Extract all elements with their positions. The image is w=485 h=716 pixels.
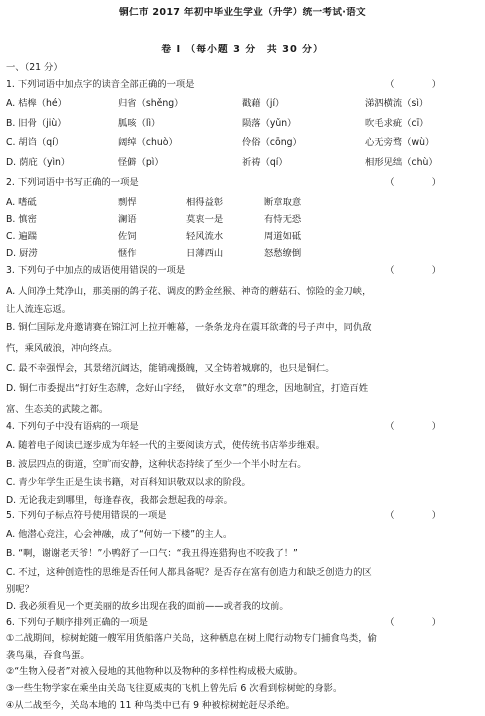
question-1-stem: 1. 下列词语中加点字的读音全部正确的一项是 （ ） (6, 79, 441, 90)
question-5-option-c: C. 不过，这种创造性的思维是否任何人都具备呢？是否存在富有创造力和缺乏创造力的区 (6, 567, 372, 578)
question-4-option-d: D. 无论我走到哪里，每逢春夜，我都会想起我的母亲。 (6, 495, 233, 506)
question-4-stem: 4. 下列句子中没有语病的一项是 （ ） (6, 421, 441, 432)
question-6-sentence: ③一些生物学家在乘坐由关岛飞往夏威夷的飞机上曾先后 6 次看到棕树蛇的身影。 (6, 683, 343, 694)
question-3-line: C. 最不幸强悍会，其景绪沉阔达，能销魂摄魄，又全铸着城廓的，也只是铜仁。 (6, 363, 335, 374)
question-2-option-a: A. 嗜砥 剽悍 相得益彰 断章取意 (6, 197, 302, 208)
question-4-option-c: C. 青少年学生正是生读书籍，对百科知识敬双以求的阶段。 (6, 477, 251, 488)
question-5-option-c-cont: 别呢？ (6, 584, 34, 595)
exam-title: 铜仁市 2017 年初中毕业生学业（升学）统一考试·语文 (119, 7, 366, 18)
question-3-line: A. 人间净土梵净山，那美丽的鸽子花、调皮的黔金丝猴、神奇的蘑菇石、惊险的金刀峡， (6, 286, 372, 297)
question-2-stem: 2. 下列词语中书写正确的一项是 （ ） (6, 177, 441, 188)
question-3-stem: 3. 下列句子中加点的成语使用错误的一项是 （ ） (6, 265, 441, 276)
question-3-line: D. 铜仁市委提出“打好生态牌，念好山字经， 做好水文章”的理念，因地制宜，打造百姓 (6, 383, 369, 394)
answer-bracket: （ ） (385, 510, 441, 521)
question-6-sentence: ①二战期间，棕树蛇随一艘军用货船落户关岛，这种栖息在树上爬行动物专门捕食鸟类，偷 (6, 633, 377, 644)
question-3-line: B. 铜仁国际龙舟邀请赛在锦江河上拉开帷幕，一条条龙舟在震耳欲聋的号子声中，同仇敌 (6, 322, 372, 333)
question-6-stem: 6. 下列句子顺序排列正确的一项是 （ ） (6, 617, 441, 628)
question-5-option-a: A. 他潜心竞注，心会神融，成了“何妨一下楼”的主人。 (6, 529, 233, 540)
section-heading: 卷 I （每小题 3 分 共 30 分） (161, 44, 324, 55)
question-2-option-d: D. 厨涝 惬作 日薄西山 怒愁缭倒 (6, 248, 302, 259)
question-3-line: 忾，乘风破浪，冲向终点。 (6, 343, 118, 354)
question-5-option-d: D. 我必须看见一个更美丽的故乡出现在我的面前——或者我的坟前。 (6, 601, 289, 612)
question-1-option-d: D. 荫庇（yìn） 怪僻（pì） 祈祷（qí） 相形见绌（chù） (6, 157, 438, 168)
answer-bracket: （ ） (385, 421, 441, 432)
question-2-option-c: C. 遍踹 佐饲 轻风流水 周道如砥 (6, 231, 302, 242)
question-4-option-a: A. 随着电子阅读已逐步成为年轻一代的主要阅读方式，使传统书店举步维艰。 (6, 440, 325, 451)
answer-bracket: （ ） (385, 265, 441, 276)
question-3-line: 让人流连忘返。 (6, 304, 72, 315)
question-5-stem: 5. 下列句子标点符号使用错误的一项是 （ ） (6, 510, 441, 521)
question-4-option-b: B. 波层四点的街道，空旷而安静，这种状态持续了至少一个半小时左右。 (6, 459, 307, 470)
answer-bracket: （ ） (385, 177, 441, 188)
answer-bracket: （ ） (385, 617, 441, 628)
question-3-line: 富、生态美的武陵之都。 (6, 404, 109, 415)
question-1-option-a: A. 桔槔（hé） 归省（shěng） 戳藉（jí） 涕泗横流（sì） (6, 98, 429, 109)
part-label: 一、（21 分） (6, 62, 63, 73)
question-2-option-b: B. 慎密 澜语 莫衷一是 有恃无恐 (6, 214, 302, 225)
question-5-option-b: B. “啊，谢谢老天爷！”小鸭舒了一口气：“我丑得连猎狗也不咬我了！” (6, 548, 298, 559)
question-6-sentence: ②“生物入侵者”对被入侵地的其他物种以及物种的多样性构成极大威胁。 (6, 666, 303, 677)
question-6-sentence: 袭鸟巢，吞食鸟蛋。 (6, 650, 90, 661)
question-6-sentence: ④从二战至今，关岛本地的 11 种鸟类中已有 9 种被棕树蛇赶尽杀绝。 (6, 700, 295, 711)
answer-bracket: （ ） (385, 79, 441, 90)
question-1-option-c: C. 胡诌（qí） 阔绰（chuò） 伶俗（cōng） 心无旁骛（wù） (6, 137, 435, 148)
question-1-option-b: B. 旧骨（jiù） 胍咳（lì） 陨落（yǔn） 吹毛求疵（cī） (6, 118, 429, 129)
